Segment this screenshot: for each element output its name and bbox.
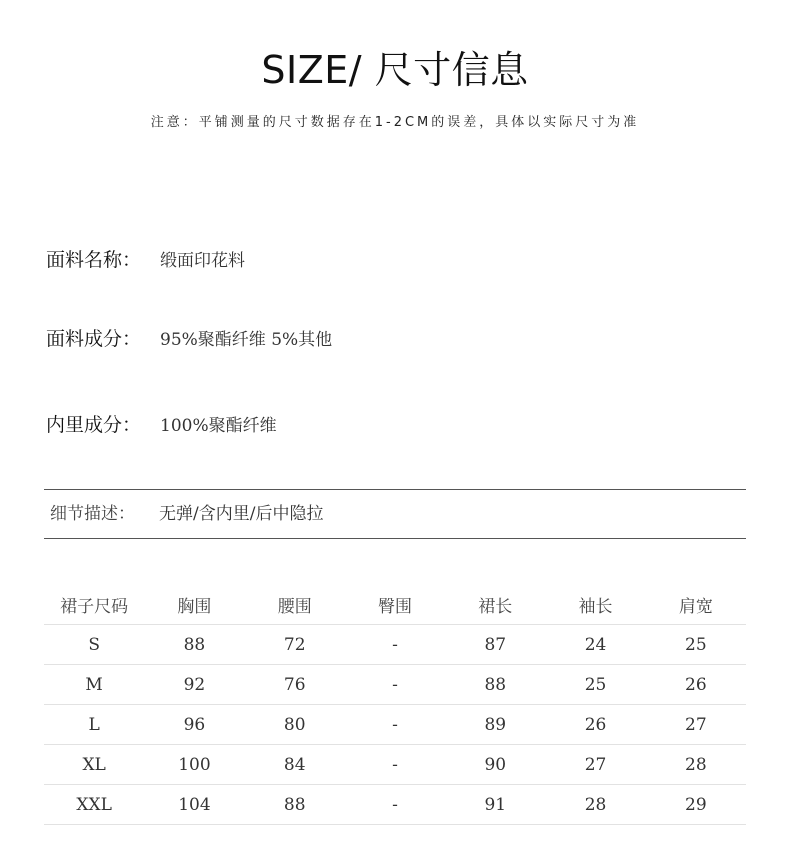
size-table-header: 腰围 xyxy=(245,585,345,625)
size-table-cell: 29 xyxy=(646,785,746,825)
size-table-cell: 91 xyxy=(445,785,545,825)
size-table-cell: 26 xyxy=(646,665,746,705)
size-table-cell: - xyxy=(345,785,445,825)
size-table-header: 袖长 xyxy=(545,585,645,625)
fabric-name-value: 缎面印花料 xyxy=(160,251,245,271)
size-table-cell: 72 xyxy=(245,625,345,665)
size-table-row xyxy=(44,705,746,745)
size-table-cell: 104 xyxy=(144,785,244,825)
size-table-header: 胸围 xyxy=(144,585,244,625)
size-table-cell: XL xyxy=(44,745,144,785)
size-table-header: 肩宽 xyxy=(646,585,746,625)
size-table-cell: 90 xyxy=(445,745,545,785)
size-table-cell: 100 xyxy=(144,745,244,785)
page-title: SIZE/ 尺寸信息 xyxy=(261,48,529,92)
size-table-header-row xyxy=(44,585,746,625)
size-table-row xyxy=(44,625,746,665)
detail-description-label: 细节描述： xyxy=(50,504,135,524)
fabric-composition-label: 面料成分： xyxy=(46,328,142,350)
size-table-row xyxy=(44,745,746,785)
lining-composition-row xyxy=(46,410,277,440)
size-table-cell: 87 xyxy=(445,625,545,665)
size-table-cell: 84 xyxy=(245,745,345,785)
size-table-cell: 88 xyxy=(245,785,345,825)
size-table-row xyxy=(44,785,746,825)
detail-description-box xyxy=(44,489,746,539)
size-table-cell: M xyxy=(44,665,144,705)
size-table-cell: 92 xyxy=(144,665,244,705)
size-table-header: 臀围 xyxy=(345,585,445,625)
size-table-cell: XXL xyxy=(44,785,144,825)
fabric-name-row xyxy=(46,245,245,275)
size-table-cell: 89 xyxy=(445,705,545,745)
size-table-cell: 26 xyxy=(545,705,645,745)
fabric-composition-row xyxy=(46,324,332,354)
measurement-note: 注意：平铺测量的尺寸数据存在1-2CM的误差，具体以实际尺寸为准 xyxy=(150,115,640,130)
size-table-cell: 76 xyxy=(245,665,345,705)
fabric-composition-value: 95%聚酯纤维 5%其他 xyxy=(160,330,333,350)
size-table-cell: 28 xyxy=(545,785,645,825)
size-table-cell: 27 xyxy=(646,705,746,745)
size-table xyxy=(44,585,746,825)
size-table-cell: 80 xyxy=(245,705,345,745)
size-table-cell: 88 xyxy=(445,665,545,705)
size-table-header: 裙长 xyxy=(445,585,545,625)
size-table-cell: - xyxy=(345,665,445,705)
size-table-cell: L xyxy=(44,705,144,745)
size-table-cell: 96 xyxy=(144,705,244,745)
size-table-cell: - xyxy=(345,705,445,745)
size-table-cell: 27 xyxy=(545,745,645,785)
size-table-cell: 88 xyxy=(144,625,244,665)
lining-composition-value: 100%聚酯纤维 xyxy=(160,416,277,436)
size-table-header: 裙子尺码 xyxy=(44,585,144,625)
size-table-cell: S xyxy=(44,625,144,665)
size-table-cell: 25 xyxy=(646,625,746,665)
size-table-cell: - xyxy=(345,625,445,665)
detail-description-value: 无弹/含内里/后中隐拉 xyxy=(159,504,324,524)
size-table-row xyxy=(44,665,746,705)
size-table-cell: 25 xyxy=(545,665,645,705)
size-table-cell: 24 xyxy=(545,625,645,665)
size-table-cell: - xyxy=(345,745,445,785)
fabric-name-label: 面料名称： xyxy=(46,249,142,271)
lining-composition-label: 内里成分： xyxy=(46,414,142,436)
size-table-cell: 28 xyxy=(646,745,746,785)
